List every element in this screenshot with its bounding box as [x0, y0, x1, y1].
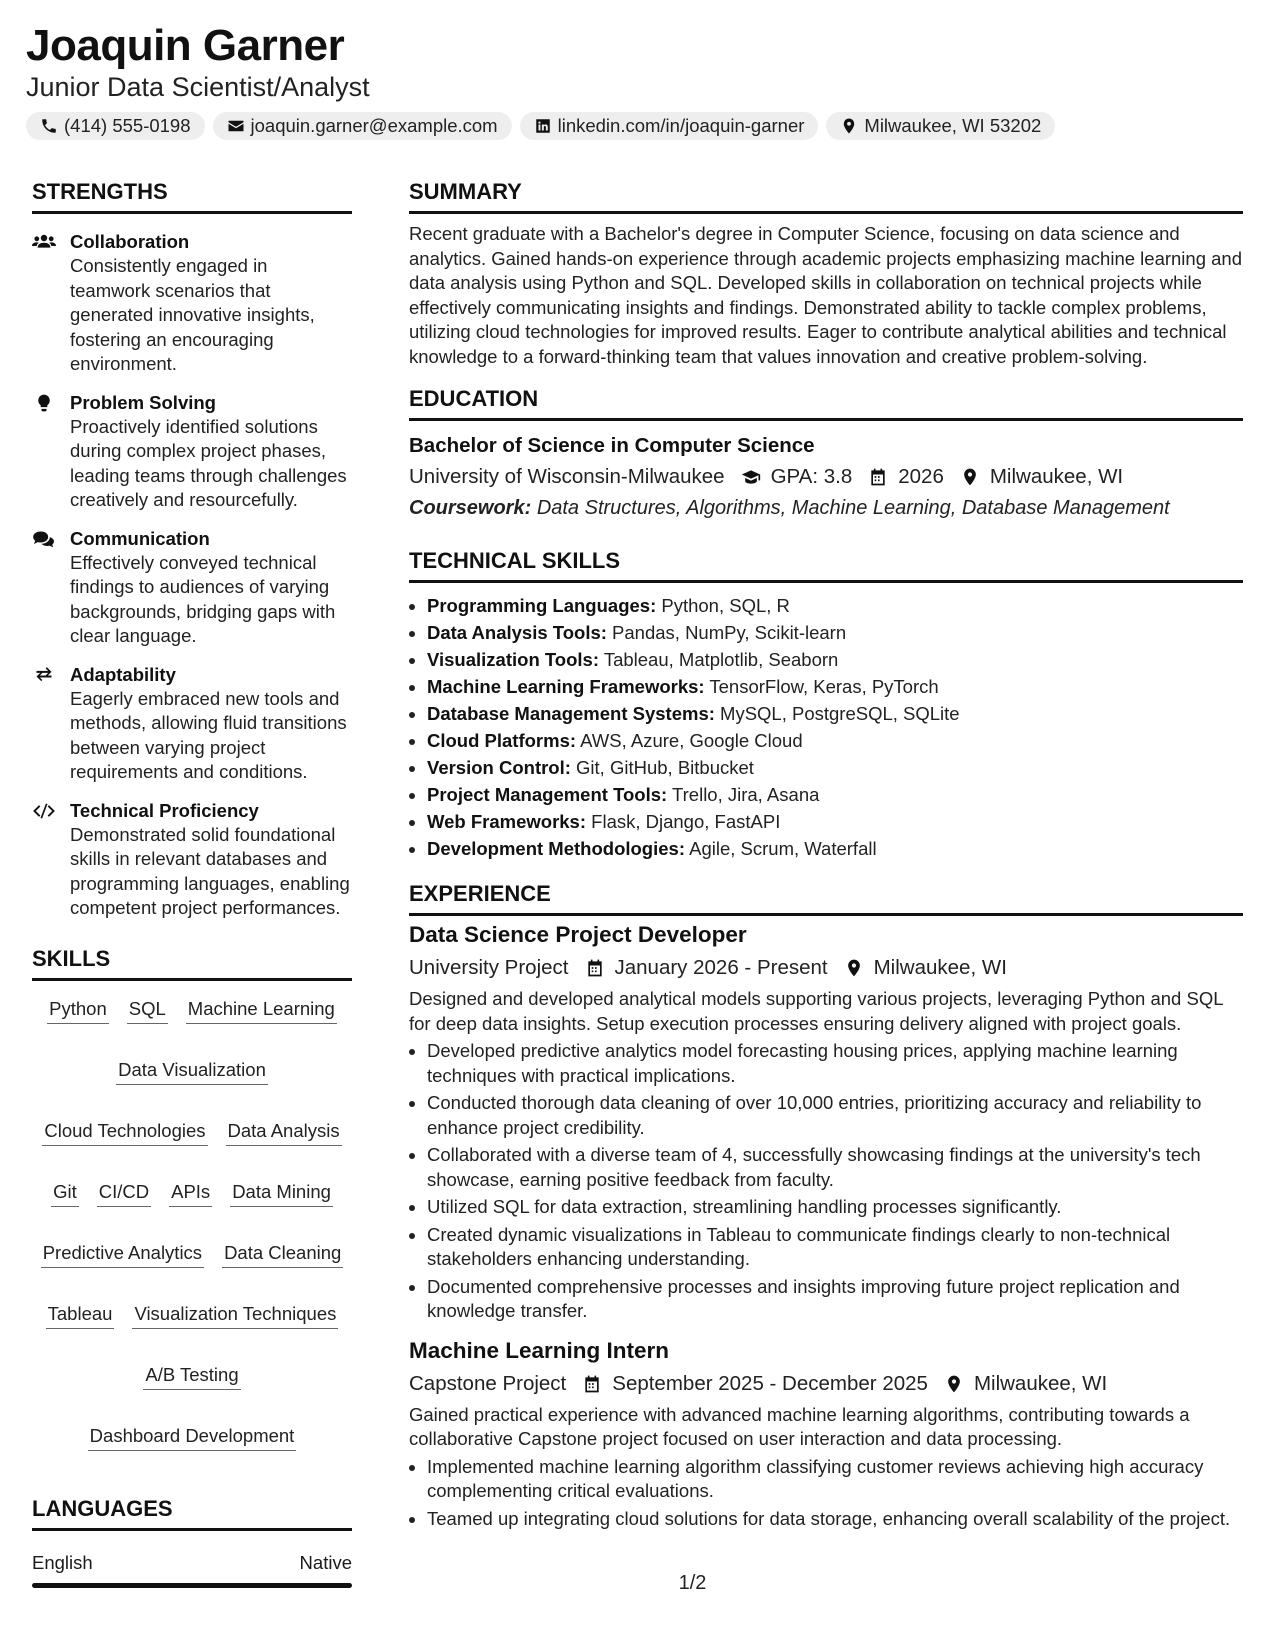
skill-tag: Data Mining [230, 1180, 333, 1207]
job-meta [409, 953, 1243, 983]
skill-tag: Visualization Techniques [132, 1302, 338, 1329]
strength-desc: Effectively conveyed technical findings to audiences of varying backgrounds, bridging gaps with clear language. [70, 551, 336, 646]
candidate-headline: Junior Data Scientist/Analyst [26, 72, 370, 102]
job-bullet: • Developed predictive analytics model forecasting housing prices, applying machine learning techniques with practical implications. [427, 1039, 1243, 1088]
technical-skill-label: Version Control: [427, 757, 571, 778]
job-description: Gained practical experience with advanced machine learning algorithms, contributing towards a collaborative Capstone project focused on user interaction and data processing. [409, 1403, 1190, 1449]
strength-title: Communication [70, 527, 210, 549]
technical-skill-label: Machine Learning Frameworks: [427, 676, 705, 697]
contact-location [826, 112, 1055, 140]
school-name: University of Wisconsin-Milwaukee [409, 465, 725, 488]
technical-skills-heading: TECHNICAL SKILLS [409, 547, 1243, 583]
technical-skill-item [427, 727, 1243, 754]
technical-skill-value: Flask, Django, FastAPI [591, 811, 781, 832]
strength-desc: Eagerly embraced new tools and methods, allowing fluid transitions between varying project requirements and conditions. [70, 687, 347, 782]
job-dates: January 2026 - Present [614, 956, 828, 979]
skill-tag: Git [51, 1180, 79, 1207]
technical-skill-label: Development Methodologies: [427, 838, 685, 859]
technical-skill-item [427, 808, 1243, 835]
lightbulb-icon [32, 393, 56, 413]
skill-tag: CI/CD [97, 1180, 151, 1207]
strengths-section [32, 178, 352, 921]
skill-tag: Predictive Analytics [41, 1241, 204, 1268]
jobs-list [409, 920, 1243, 1531]
job-bullet: • Teamed up integrating cloud solutions for data storage, enhancing overall scalability of the project. [427, 1507, 1243, 1532]
job-dates: September 2025 - December 2025 [612, 1371, 928, 1395]
education-section [409, 385, 1243, 523]
summary-heading: SUMMARY [409, 178, 1243, 214]
strength-title: Technical Proficiency [70, 799, 259, 821]
job-meta [409, 1369, 1243, 1399]
experience-section [409, 880, 1243, 1531]
strength-item [32, 230, 352, 377]
technical-skill-value: Trello, Jira, Asana [672, 784, 820, 805]
skill-tag: Data Cleaning [222, 1241, 343, 1268]
skill-tag: Tableau [46, 1302, 115, 1329]
technical-skill-item [427, 619, 1243, 646]
skill-tag: Python [47, 997, 109, 1024]
technical-skill-item [427, 781, 1243, 808]
graduation-cap-icon [741, 467, 761, 487]
job-location: Milwaukee, WI [873, 956, 1007, 979]
job-title: Data Science Project Developer [409, 922, 747, 947]
skill-tag: Data Analysis [226, 1119, 342, 1146]
technical-skill-item [427, 646, 1243, 673]
contact-phone [26, 112, 205, 140]
technical-skill-label: Project Management Tools: [427, 784, 668, 805]
coursework-label: Coursework: [409, 497, 532, 519]
technical-skill-item [427, 754, 1243, 781]
technical-skill-item [427, 835, 1243, 862]
strength-desc: Consistently engaged in teamwork scenarios that generated innovative insights, fostering an encouraging environment. [70, 255, 315, 374]
comments-icon [32, 529, 56, 549]
job-bullet: • Collaborated with a diverse team of 4, successfully showcasing findings at the university's tech showcase, earning positive feedback from faculty. [427, 1143, 1243, 1192]
resume-header [26, 20, 1245, 140]
location-icon [840, 117, 858, 135]
languages-heading: LANGUAGES [32, 1495, 352, 1531]
technical-skill-value: Agile, Scrum, Waterfall [689, 838, 877, 859]
technical-skill-value: AWS, Azure, Google Cloud [580, 730, 803, 751]
coursework [409, 493, 1243, 523]
location-icon [960, 467, 980, 487]
job-bullet: • Utilized SQL for data extraction, streamlining handling processes significantly. [427, 1195, 1243, 1220]
school-location: Milwaukee, WI [989, 465, 1124, 488]
language-row [32, 1551, 352, 1575]
technical-skill-label: Cloud Platforms: [427, 730, 577, 751]
summary-text: Recent graduate with a Bachelor's degree in Computer Science, focusing on data science and analytics. Gained hands-on experience through academic projects emphasizing machine learning and data analysis using Python and SQL. Developed skills in collaboration on technical projects while effectively communicating insights and findings. Demonstrated ability to tackle complex problems, utilizing cloud technologies for improved results. Eager to contribute analytical abilities and technical knowledge to a forward-thinking team that values innovation and creative problem-solving. [409, 223, 1242, 367]
job-title: Machine Learning Intern [409, 1337, 670, 1363]
technical-skill-item [427, 673, 1243, 700]
job-entry [409, 920, 1243, 1324]
technical-skill-value: Tableau, Matplotlib, Seaborn [603, 649, 839, 670]
job-entry [409, 1336, 1243, 1532]
job-org: University Project [409, 956, 569, 979]
calendar-icon [585, 958, 605, 978]
technical-skill-value: Git, GitHub, Bitbucket [576, 757, 754, 778]
location-icon [844, 958, 864, 978]
education-heading: EDUCATION [409, 385, 1243, 421]
technical-skill-item [427, 700, 1243, 727]
strength-item [32, 663, 352, 785]
job-description: Designed and developed analytical models supporting various projects, leveraging Python and SQL for deep data insights. Setup execution processes ensuring delivery aligned with project goals. [409, 988, 1223, 1034]
users-icon [32, 232, 56, 252]
graduation-year: 2026 [898, 465, 944, 488]
contact-email-text: joaquin.garner@example.com [250, 115, 498, 136]
candidate-name: Joaquin Garner [26, 21, 345, 70]
contact-linkedin-text: linkedin.com/in/joaquin-garner [557, 115, 805, 136]
job-org: Capstone Project [409, 1371, 567, 1395]
strength-title: Collaboration [70, 231, 190, 252]
experience-heading: EXPERIENCE [409, 880, 1243, 916]
phone-icon [40, 117, 58, 135]
strength-item [32, 527, 352, 649]
job-bullets [409, 1039, 1243, 1324]
contact-email[interactable] [213, 112, 512, 140]
location-icon [944, 1374, 964, 1394]
language-level: Native [299, 1551, 352, 1573]
technical-skill-label: Visualization Tools: [427, 649, 600, 670]
job-bullet: • Documented comprehensive processes and insights improving future project replication and knowledge transfer. [427, 1275, 1243, 1324]
strengths-heading: STRENGTHS [32, 178, 352, 214]
technical-skills-section [409, 547, 1243, 862]
technical-skill-label: Data Analysis Tools: [427, 622, 607, 643]
skills-section [32, 945, 352, 1451]
technical-skill-value: TensorFlow, Keras, PyTorch [709, 676, 939, 697]
education-meta [409, 462, 1243, 492]
skill-tag: A/B Testing [143, 1363, 240, 1390]
calendar-icon [582, 1374, 602, 1394]
job-bullet: • Created dynamic visualizations in Tableau to communicate findings clearly to non-technical stakeholders enhancing understanding. [427, 1223, 1243, 1272]
skill-tag: Cloud Technologies [42, 1119, 207, 1146]
technical-skill-item [427, 592, 1243, 619]
skills-heading: SKILLS [32, 945, 352, 981]
skill-tag: SQL [127, 997, 168, 1024]
skill-tag: Data Visualization [116, 1058, 268, 1085]
technical-skill-value: MySQL, PostgreSQL, SQLite [720, 703, 960, 724]
technical-skill-label: Database Management Systems: [427, 703, 715, 724]
strength-desc: Proactively identified solutions during complex project phases, leading teams through challenges creatively and resourcefully. [70, 415, 347, 510]
technical-skill-label: Web Frameworks: [427, 811, 587, 832]
linkedin-icon [534, 117, 552, 135]
summary-section [409, 178, 1243, 369]
right-column [409, 178, 1243, 1531]
contact-linkedin[interactable] [520, 112, 819, 140]
gpa: GPA: 3.8 [770, 465, 853, 488]
skill-tag: Machine Learning [186, 997, 337, 1024]
technical-skills-list [409, 592, 1243, 862]
strength-desc: Demonstrated solid foundational skills in relevant databases and programming languages, enabling competent project performances. [70, 823, 350, 918]
contact-phone-text: (414) 555-0198 [64, 115, 191, 136]
strength-item [32, 391, 352, 513]
job-bullet: • Implemented machine learning algorithm classifying customer reviews achieving high accuracy complementing critical evaluations. [427, 1455, 1243, 1504]
strength-title: Problem Solving [70, 391, 216, 413]
email-icon [227, 117, 245, 135]
code-icon [32, 801, 56, 821]
left-column [32, 178, 352, 1588]
coursework-list: Data Structures, Algorithms, Machine Learning, Database Management [536, 497, 1170, 519]
job-bullet: • Conducted thorough data cleaning of over 10,000 entries, prioritizing accuracy and reliability to enhance project credibility. [427, 1091, 1243, 1140]
technical-skill-label: Programming Languages: [427, 595, 657, 616]
skill-tag: APIs [169, 1180, 212, 1207]
job-location: Milwaukee, WI [973, 1371, 1108, 1395]
contact-bar [26, 112, 1245, 140]
skills-tag-cloud [32, 981, 352, 1451]
skill-tag: Dashboard Development [88, 1424, 297, 1451]
calendar-icon [868, 467, 888, 487]
page-number: 1/2 [678, 1572, 707, 1594]
job-bullets [409, 1455, 1243, 1532]
strength-item [32, 799, 352, 921]
technical-skill-value: Python, SQL, R [661, 595, 790, 616]
exchange-arrows-icon [32, 665, 56, 685]
degree-title: Bachelor of Science in Computer Science [409, 434, 815, 457]
language-name: English [32, 1551, 93, 1573]
contact-location-text: Milwaukee, WI 53202 [864, 115, 1042, 136]
strength-title: Adaptability [70, 663, 176, 685]
technical-skill-value: Pandas, NumPy, Scikit-learn [612, 622, 847, 643]
